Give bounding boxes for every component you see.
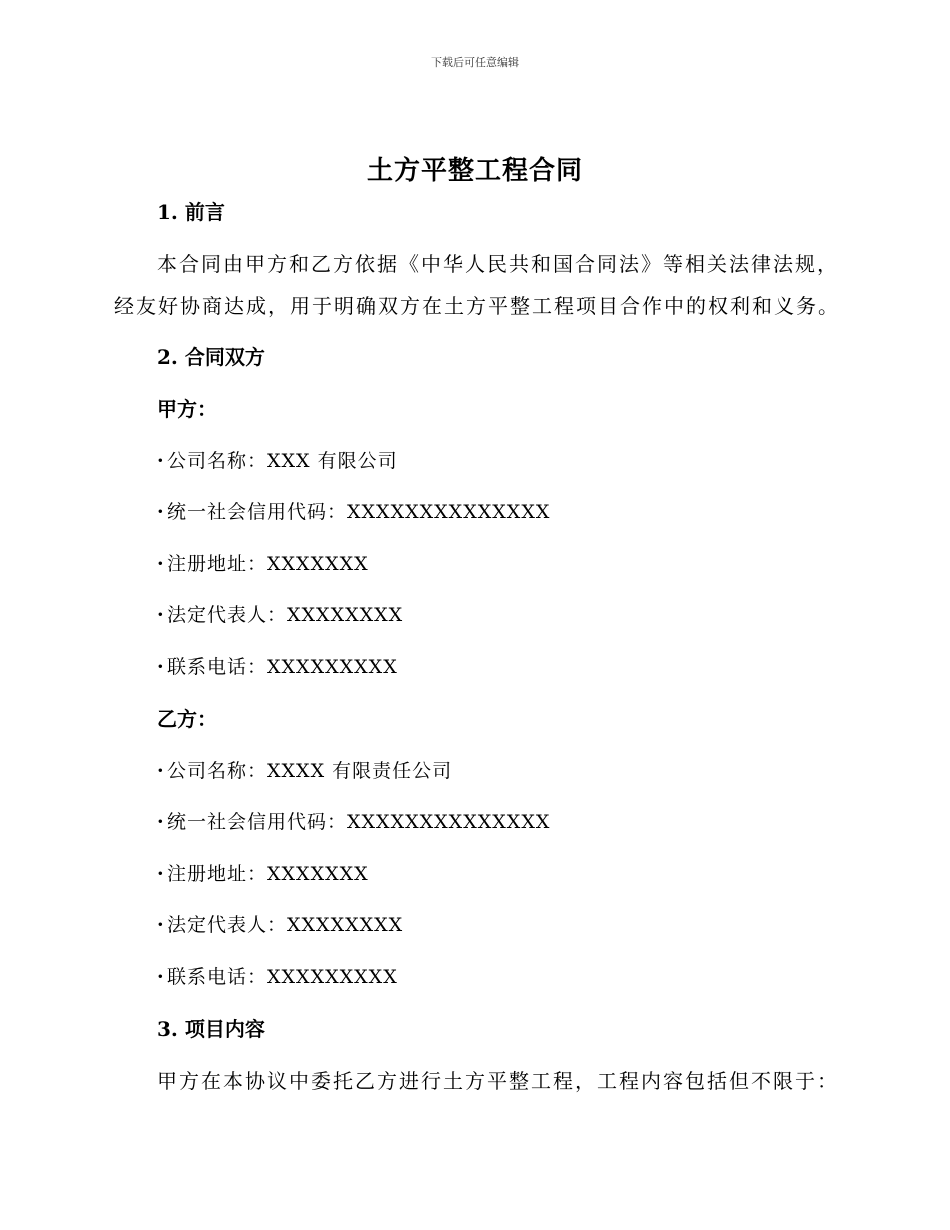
party-a-address: 注册地址：XXXXXXX: [167, 553, 369, 575]
party-b-credit-code: 统一社会信用代码：XXXXXXXXXXXXXX: [167, 811, 551, 833]
list-item: [157, 912, 403, 938]
party-b-company-name: 公司名称：XXXX 有限责任公司: [167, 760, 453, 782]
preface-paragraph-line-1: 本合同由甲方和乙方依据《中华人民共和国合同法》等相关法律法规，: [157, 252, 839, 276]
bullet-dot: ·: [157, 760, 165, 782]
bullet-dot: ·: [157, 966, 165, 988]
bullet-dot: ·: [157, 501, 165, 523]
list-item: [157, 809, 550, 835]
bullet-dot: ·: [157, 656, 165, 678]
list-item: [157, 758, 452, 784]
section-heading-preface: 1. 前言: [157, 200, 225, 224]
party-a-credit-code: 统一社会信用代码：XXXXXXXXXXXXXX: [167, 501, 551, 523]
bullet-dot: ·: [157, 450, 165, 472]
section-heading-project: 3. 项目内容: [157, 1017, 265, 1041]
party-b-label: 乙方：: [157, 707, 217, 731]
bullet-dot: ·: [157, 914, 165, 936]
party-b-phone: 联系电话：XXXXXXXXX: [167, 966, 398, 988]
list-item: [157, 654, 398, 680]
party-a-phone: 联系电话：XXXXXXXXX: [167, 656, 398, 678]
section-heading-parties: 2. 合同双方: [157, 345, 265, 369]
list-item: [157, 602, 403, 628]
project-paragraph-line-1: 甲方在本协议中委托乙方进行土方平整工程，工程内容包括但不限于：: [157, 1069, 839, 1093]
bullet-dot: ·: [157, 811, 165, 833]
header-note: 下载后可任意编辑: [431, 56, 519, 69]
document-title: 土方平整工程合同: [366, 156, 583, 186]
preface-paragraph-line-2: 经友好协商达成，用于明确双方在土方平整工程项目合作中的权利和义务。: [114, 294, 840, 318]
party-b-legal-rep: 法定代表人：XXXXXXXX: [167, 914, 404, 936]
bullet-dot: ·: [157, 604, 165, 626]
list-item: [157, 499, 550, 525]
bullet-dot: ·: [157, 553, 165, 575]
party-a-company-name: 公司名称：XXX 有限公司: [167, 450, 398, 472]
bullet-dot: ·: [157, 863, 165, 885]
list-item: [157, 964, 398, 990]
list-item: [157, 861, 369, 887]
party-a-legal-rep: 法定代表人：XXXXXXXX: [167, 604, 404, 626]
list-item: [157, 551, 369, 577]
party-a-label: 甲方：: [157, 397, 217, 421]
party-b-address: 注册地址：XXXXXXX: [167, 863, 369, 885]
list-item: [157, 448, 398, 474]
